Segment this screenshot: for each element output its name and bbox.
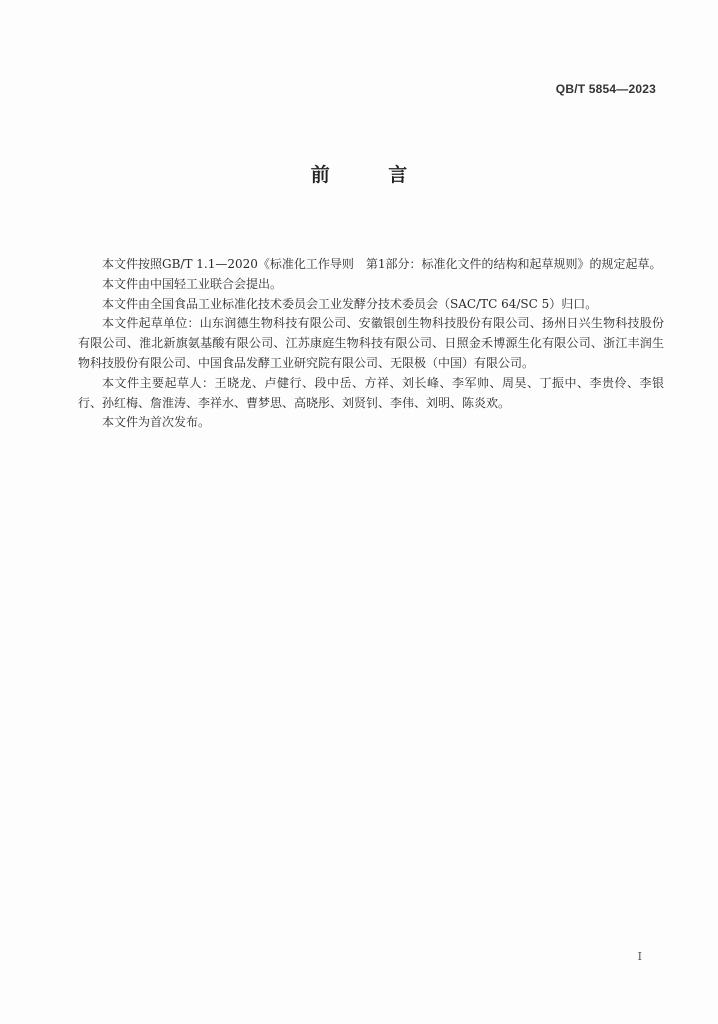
page-title: 前 言 [310, 164, 434, 186]
paragraph-first-release: 本文件为首次发布。 [102, 415, 211, 430]
paragraph-administrator: 本文件由全国食品工业标准化技术委员会工业发酵分技术委员会（SAC/TC 64/SC 5）归口。 [102, 296, 598, 311]
paragraph-drafters: 本文件主要起草人：王晓龙、卢健行、段中岳、方祥、刘长峰、李军帅、周昊、丁振中、李贵伶、李银行、孙红梅、詹淮涛、李祥水、曹梦思、高晓彤、刘贤钊、李伟、刘明、陈炎欢。 [78, 375, 664, 410]
foreword-body [78, 255, 664, 433]
page-number: I [637, 950, 642, 963]
paragraph-proposer: 本文件由中国轻工业联合会提出。 [102, 276, 283, 291]
paragraph-drafting-units: 本文件起草单位：山东润德生物科技有限公司、安徽银创生物科技股份有限公司、扬州日兴生物科技股份有限公司、淮北新旗氨基酸有限公司、江苏康庭生物科技有限公司、日照金禾博源生化有限公司、浙江丰润生物科技股份有限公司、中国食品发酵工业研究院有限公司、无限极（中国）有限公司。 [78, 316, 664, 370]
standard-code: QB/T 5854—2023 [555, 82, 656, 96]
paragraph-drafting-rules: 本文件按照GB/T 1.1—2020《标准化工作导则 第1部分：标准化文件的结构和起草规则》的规定起草。 [102, 257, 662, 271]
